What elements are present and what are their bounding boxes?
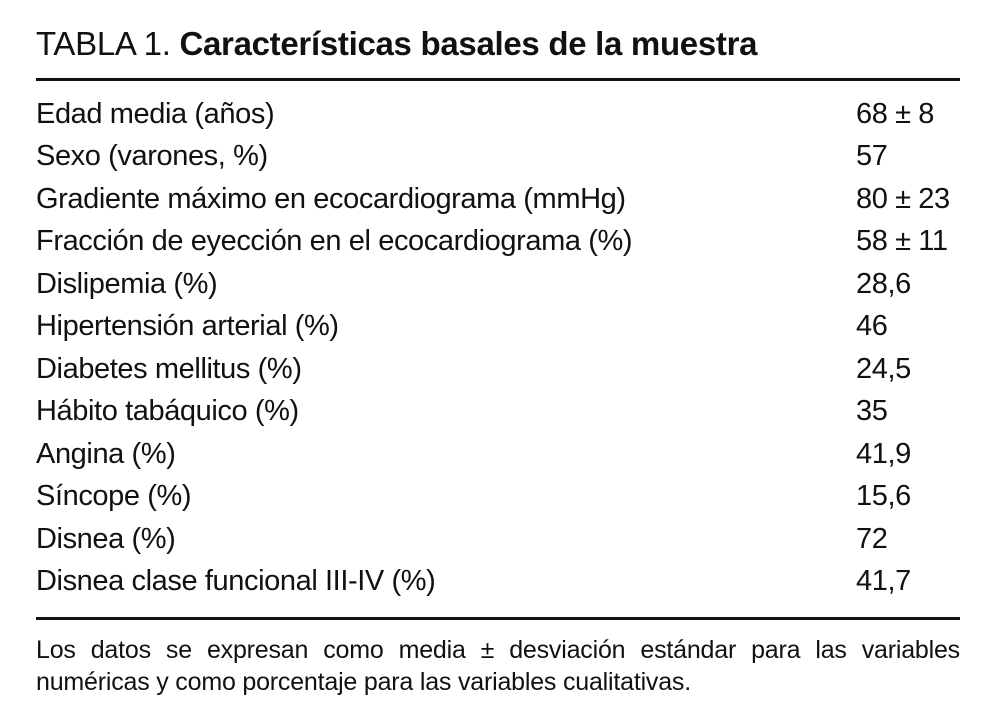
row-value: 24,5 xyxy=(856,352,911,385)
table-row xyxy=(36,433,960,476)
table-row xyxy=(36,263,960,306)
row-label: Hábito tabáquico (%) xyxy=(36,395,299,428)
table-row xyxy=(36,136,960,179)
row-value: 80 ± 23 xyxy=(856,182,950,215)
table-row xyxy=(36,178,960,221)
row-label: Diabetes mellitus (%) xyxy=(36,352,302,385)
table-body xyxy=(36,81,960,617)
table-container xyxy=(36,22,960,698)
table-caption xyxy=(36,22,960,68)
row-value: 58 ± 11 xyxy=(856,225,948,258)
row-label: Fracción de eyección en el ecocardiograma (%) xyxy=(36,225,633,258)
table-row xyxy=(36,476,960,519)
row-label: Hipertensión arterial (%) xyxy=(36,310,339,343)
table-row xyxy=(36,391,960,434)
table-row xyxy=(36,93,960,136)
table-row xyxy=(36,221,960,264)
row-label: Angina (%) xyxy=(36,437,176,470)
row-value: 35 xyxy=(856,395,888,428)
table-number: TABLA 1. xyxy=(36,25,171,62)
table-row xyxy=(36,561,960,604)
row-label: Gradiente máximo en ecocardiograma (mmHg) xyxy=(36,182,626,215)
table-row xyxy=(36,348,960,391)
row-value: 41,7 xyxy=(856,565,911,598)
row-label: Dislipemia (%) xyxy=(36,267,218,300)
row-label: Edad media (años) xyxy=(36,97,275,130)
row-value: 68 ± 8 xyxy=(856,97,935,130)
table-row xyxy=(36,518,960,561)
row-value: 46 xyxy=(856,310,888,343)
row-value: 15,6 xyxy=(856,480,911,513)
row-label: Disnea clase funcional III-IV (%) xyxy=(36,565,436,598)
table-footnote: Los datos se expresan como media ± desviación estándar para las variables numéricas y como porcentaje para las variables cualitativas. xyxy=(36,636,960,696)
bottom-rule xyxy=(36,617,960,620)
row-label: Disnea (%) xyxy=(36,522,176,555)
row-value: 28,6 xyxy=(856,267,911,300)
row-value: 72 xyxy=(856,522,888,555)
table-title: Características basales de la muestra xyxy=(179,25,758,62)
row-value: 41,9 xyxy=(856,437,911,470)
table-row xyxy=(36,306,960,349)
row-label: Sexo (varones, %) xyxy=(36,140,268,173)
row-value: 57 xyxy=(856,140,888,173)
row-label: Síncope (%) xyxy=(36,480,192,513)
